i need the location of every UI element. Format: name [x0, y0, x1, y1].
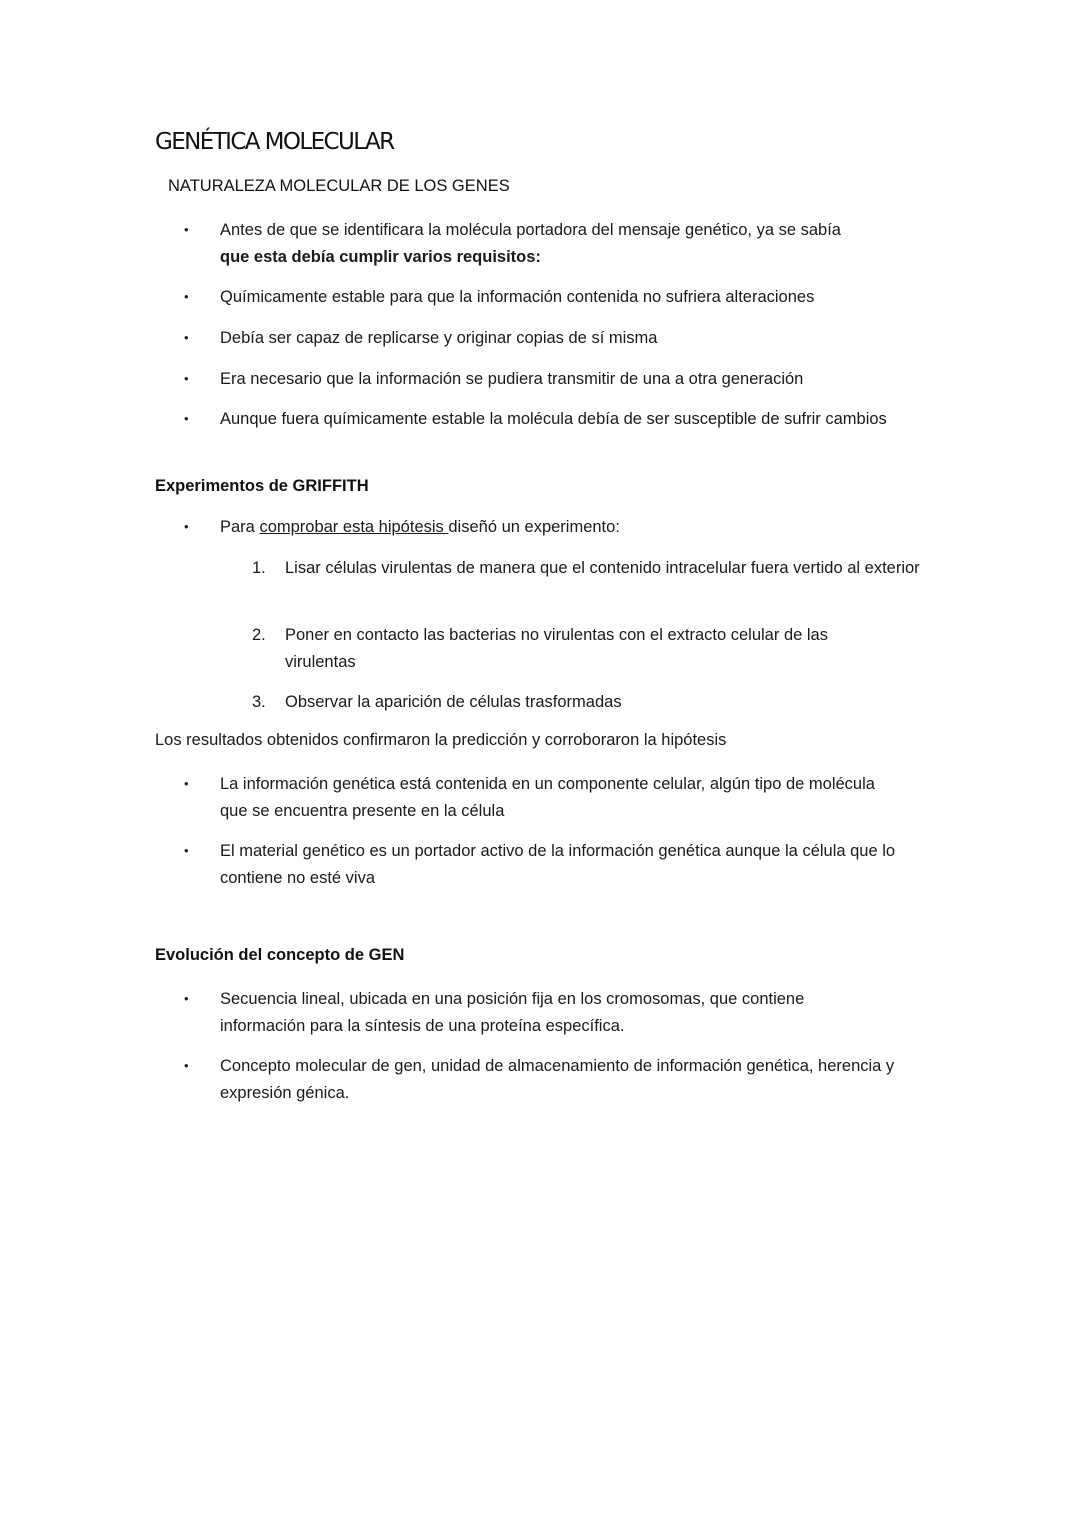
step-number: 3.: [252, 693, 266, 711]
step-text: Lisar células virulentas de manera que el contenido intracelular fuera vertido al exterior: [285, 559, 920, 577]
list-item-text: Era necesario que la información se pudiera transmitir de una a otra generación: [220, 370, 804, 388]
list-item-text: [220, 514, 920, 541]
list-item-text: El material genético es un portador activo de la información genética aunque la célula que lo contiene no esté viva: [220, 842, 896, 887]
list-item-text: Aunque fuera químicamente estable la molécula debía de ser susceptible de sufrir cambios: [220, 410, 887, 428]
section-subtitle: NATURALEZA MOLECULAR DE LOS GENES: [168, 177, 510, 195]
bullet-icon: •: [184, 519, 189, 534]
bullet-icon: •: [184, 222, 189, 237]
results-line: Los resultados obtenidos confirmaron la predicción y corroboraron la hipótesis: [155, 731, 727, 749]
bullet-icon: •: [184, 371, 189, 386]
underlined-text: comprobar esta hipótesis: [259, 518, 449, 536]
step-text: Poner en contacto las bacterias no virulentas con el extracto celular de las virulentas: [285, 626, 828, 671]
intro-text: Antes de que se identificara la molécula portadora del mensaje genético, ya se sabía: [220, 221, 841, 239]
bullet-suffix: diseñó un experimento:: [448, 518, 620, 536]
bullet-icon: •: [184, 1058, 189, 1073]
list-item-text: Debía ser capaz de replicarse y originar copias de sí misma: [220, 329, 658, 347]
list-item-text: Concepto molecular de gen, unidad de almacenamiento de información genética, herencia y expresión génica.: [220, 1057, 895, 1102]
intro-bold-text: que esta debía cumplir varios requisitos:: [220, 247, 541, 266]
list-item-text: [220, 217, 920, 270]
list-item-text: Químicamente estable para que la información contenida no sufriera alteraciones: [220, 288, 815, 306]
evolucion-heading: Evolución del concepto de GEN: [155, 946, 405, 964]
bullet-icon: •: [184, 843, 189, 858]
bullet-icon: •: [184, 411, 189, 426]
list-item-text: La información genética está contenida en un componente celular, algún tipo de molécula que se encuentra presente en la célula: [220, 775, 875, 820]
bullet-icon: •: [184, 289, 189, 304]
bullet-icon: •: [184, 776, 189, 791]
bullet-icon: •: [184, 330, 189, 345]
bullet-prefix: Para: [220, 518, 260, 536]
griffith-heading: Experimentos de GRIFFITH: [155, 477, 369, 495]
step-number: 1.: [252, 559, 266, 577]
bullet-icon: •: [184, 991, 189, 1006]
page-title: GENÉTICA MOLECULAR: [155, 129, 394, 155]
list-item-text: Secuencia lineal, ubicada en una posición fija en los cromosomas, que contiene información para la síntesis de una proteína específica.: [220, 990, 805, 1035]
step-number: 2.: [252, 626, 266, 644]
step-text: Observar la aparición de células trasformadas: [285, 693, 622, 711]
